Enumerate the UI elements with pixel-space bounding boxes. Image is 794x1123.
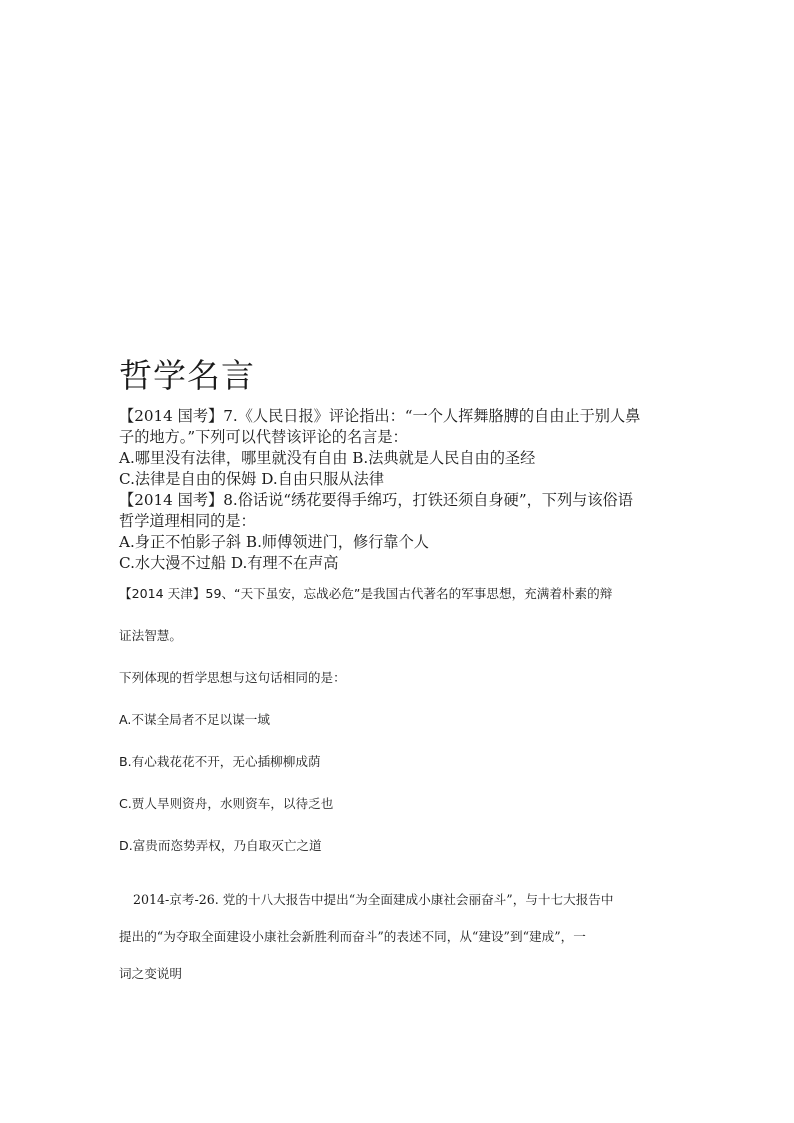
question-prompt-line: 下列体现的哲学思想与这句话相同的是： xyxy=(119,670,346,685)
question-text-line: 子的地方。”下列可以代替该评论的名言是： xyxy=(119,428,408,446)
answer-option-line: C.法律是自由的保姆 D.自由只服从法律 xyxy=(119,470,385,488)
question-text-line: 【2014 国考】7.《人民日报》评论指出：“一个人挥舞胳膊的自由止于别人鼻 xyxy=(119,407,641,425)
answer-option-d: D.富贵而恣势弄权，乃自取灭亡之道 xyxy=(119,838,322,853)
question-text-line: 词之变说明 xyxy=(119,966,182,981)
answer-option-c: C.贾人旱则资舟，水则资车，以待乏也 xyxy=(119,796,334,811)
answer-option-a: A.不谋全局者不足以谋一域 xyxy=(119,712,270,727)
answer-option-b: B.有心栽花花不开，无心插柳柳成荫 xyxy=(119,754,321,769)
question-block-guokao xyxy=(119,406,679,574)
question-text-line: 2014-京考-26. 党的十八大报告中提出“为全面建成小康社会丽奋斗”，与十七大报告中 xyxy=(133,892,614,907)
page-title: 哲学名言 xyxy=(119,356,255,395)
question-block-jingkao xyxy=(119,890,699,984)
question-text-line: 提出的“为夺取全面建设小康社会新胜利而奋斗”的表述不同，从“建设”到“建成”，一 xyxy=(119,929,586,944)
question-text-line: 【2014 天津】59、“天下虽安，忘战必危”是我国古代著名的军事思想，充满着朴素的辩 xyxy=(119,586,613,601)
answer-option-line: A.哪里没有法律，哪里就没有自由 B.法典就是人民自由的圣经 xyxy=(119,449,536,467)
question-text-line: 证法智慧。 xyxy=(119,628,182,643)
question-block-tianjin xyxy=(119,584,699,856)
answer-option-line: A.身正不怕影子斜 B.师傅领进门，修行靠个人 xyxy=(119,533,429,551)
question-text-line: 【2014 国考】8.俗话说“绣花要得手绵巧，打铁还须自身硬”，下列与该俗语 xyxy=(119,491,633,509)
question-text-line: 哲学道理相同的是： xyxy=(119,512,256,530)
answer-option-line: C.水大漫不过船 D.有理不在声高 xyxy=(119,554,339,572)
